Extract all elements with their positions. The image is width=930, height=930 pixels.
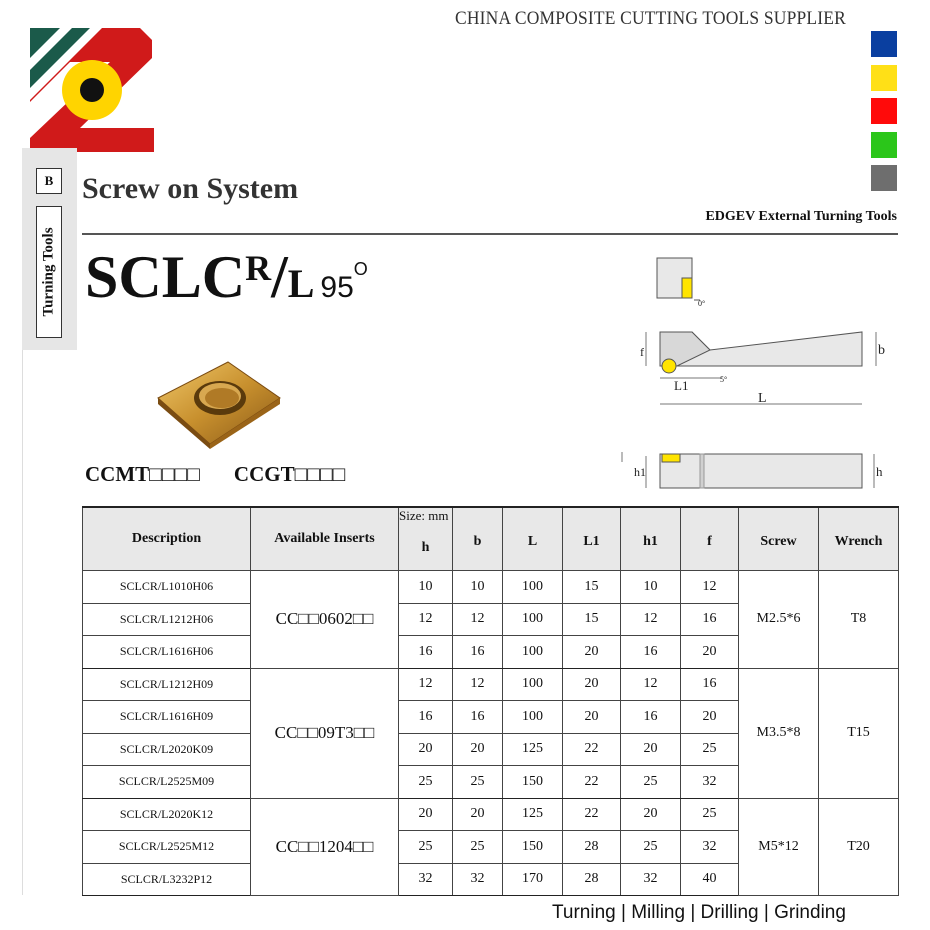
model-r: R (245, 248, 272, 288)
cell-h: 20 (399, 733, 453, 766)
cell-screw: M2.5*6 (739, 571, 819, 669)
col-description: Description (83, 507, 251, 571)
cell-b: 16 (453, 636, 503, 669)
model-slash: / (271, 244, 288, 310)
col-f: f (681, 507, 739, 571)
cell-wrench: T8 (819, 571, 899, 669)
swatch-gray (871, 165, 897, 191)
cell-f: 25 (681, 733, 739, 766)
cell-f: 25 (681, 798, 739, 831)
cell-b: 25 (453, 831, 503, 864)
cell-f: 20 (681, 701, 739, 734)
tool-drawing (612, 252, 902, 492)
section-badge: B (36, 168, 62, 194)
cell-f: 12 (681, 571, 739, 604)
cell-l: 100 (503, 571, 563, 604)
col-h-label: h (421, 540, 430, 555)
drawing-insert-plan (662, 359, 676, 373)
footer-tagline: Turning | Milling | Drilling | Grinding (552, 902, 846, 923)
cell-l: 150 (503, 766, 563, 799)
cell-l1: 22 (563, 733, 621, 766)
cell-h: 12 (399, 668, 453, 701)
cell-b: 25 (453, 766, 503, 799)
drawing-insert-mark (682, 278, 692, 298)
insert-types (85, 462, 345, 487)
model-degree: O (353, 259, 368, 279)
cell-h1: 16 (621, 636, 681, 669)
cell-b: 20 (453, 733, 503, 766)
supplier-heading: CHINA COMPOSITE CUTTING TOOLS SUPPLIER (455, 8, 846, 29)
cell-available-inserts: CC□□0602□□ (251, 571, 399, 669)
cell-l: 170 (503, 863, 563, 896)
cell-h: 20 (399, 798, 453, 831)
swatch-green (871, 132, 897, 158)
cell-b: 12 (453, 603, 503, 636)
dim-b: b (878, 343, 885, 358)
drawing-side-view (660, 454, 862, 488)
dim-f: f (640, 345, 644, 359)
cell-l1: 20 (563, 668, 621, 701)
cell-description: SCLCR/L2020K12 (83, 798, 251, 831)
model-title (85, 243, 368, 312)
cell-available-inserts: CC□□09T3□□ (251, 668, 399, 798)
cell-description: SCLCR/L2525M09 (83, 766, 251, 799)
sidebar-divider (22, 350, 23, 895)
sidebar-tab-turning-tools[interactable] (36, 206, 62, 338)
cell-f: 20 (681, 636, 739, 669)
cell-h: 16 (399, 701, 453, 734)
dim-l: L (758, 391, 767, 406)
table-header-row (83, 507, 899, 571)
cell-screw: M5*12 (739, 798, 819, 896)
cell-f: 16 (681, 668, 739, 701)
cell-h1: 12 (621, 668, 681, 701)
cell-h1: 32 (621, 863, 681, 896)
cell-b: 20 (453, 798, 503, 831)
swatch-blue (871, 31, 897, 57)
model-angle: 95 (320, 271, 354, 304)
cell-description: SCLCR/L1212H09 (83, 668, 251, 701)
cell-f: 32 (681, 831, 739, 864)
swatch-red (871, 98, 897, 124)
cell-h: 25 (399, 831, 453, 864)
cell-description: SCLCR/L2020K09 (83, 733, 251, 766)
cell-h: 12 (399, 603, 453, 636)
cell-description: SCLCR/L1616H09 (83, 701, 251, 734)
insert-image (150, 358, 286, 450)
cell-description: SCLCR/L1212H06 (83, 603, 251, 636)
col-wrench: Wrench (819, 507, 899, 571)
cell-wrench: T20 (819, 798, 899, 896)
section-subtitle: EDGEV External Turning Tools (705, 209, 897, 224)
cell-l1: 20 (563, 701, 621, 734)
cell-b: 16 (453, 701, 503, 734)
cell-l: 100 (503, 603, 563, 636)
swatch-yellow (871, 65, 897, 91)
cell-f: 40 (681, 863, 739, 896)
cell-b: 10 (453, 571, 503, 604)
cell-h1: 20 (621, 733, 681, 766)
cell-l: 100 (503, 701, 563, 734)
dim-h1: h1 (634, 465, 646, 479)
cell-wrench: T15 (819, 668, 899, 798)
cell-h1: 25 (621, 766, 681, 799)
col-b: b (453, 507, 503, 571)
cell-l: 150 (503, 831, 563, 864)
cell-h: 10 (399, 571, 453, 604)
cell-l: 100 (503, 668, 563, 701)
cell-h1: 20 (621, 798, 681, 831)
cell-h: 16 (399, 636, 453, 669)
cell-description: SCLCR/L1616H06 (83, 636, 251, 669)
cell-description: SCLCR/L2525M12 (83, 831, 251, 864)
cell-h1: 16 (621, 701, 681, 734)
cell-l: 125 (503, 733, 563, 766)
cell-l1: 28 (563, 863, 621, 896)
col-inserts: Available Inserts (251, 507, 399, 571)
cell-description: SCLCR/L1010H06 (83, 571, 251, 604)
header-rule (82, 233, 898, 235)
table-row (83, 571, 899, 604)
model-base: SCLC (85, 244, 246, 310)
cell-l1: 20 (563, 636, 621, 669)
insert-type-ccgt: CCGT□□□□ (233, 462, 346, 486)
angle-top-label: 0° (698, 299, 706, 308)
cell-l1: 15 (563, 571, 621, 604)
cell-h1: 25 (621, 831, 681, 864)
cell-l1: 15 (563, 603, 621, 636)
table-row (83, 798, 899, 831)
cell-l: 100 (503, 636, 563, 669)
cell-h1: 10 (621, 571, 681, 604)
cell-b: 32 (453, 863, 503, 896)
col-screw: Screw (739, 507, 819, 571)
cell-l: 125 (503, 798, 563, 831)
size-unit-label: Size: mm (399, 508, 449, 523)
cell-h: 25 (399, 766, 453, 799)
angle-side-label: 5° (720, 375, 728, 384)
specs-table (82, 506, 899, 896)
cell-f: 16 (681, 603, 739, 636)
cell-h1: 12 (621, 603, 681, 636)
cell-l1: 22 (563, 766, 621, 799)
model-l: L (287, 261, 315, 306)
company-logo (30, 28, 156, 152)
col-l: L (503, 507, 563, 571)
cell-f: 32 (681, 766, 739, 799)
col-h1: h1 (621, 507, 681, 571)
col-l1: L1 (563, 507, 621, 571)
drawing-insert-side (662, 454, 680, 462)
insert-type-ccmt: CCMT□□□□ (85, 462, 200, 486)
cell-available-inserts: CC□□1204□□ (251, 798, 399, 896)
table-row (83, 668, 899, 701)
sidebar-tab-label: Turning Tools (40, 227, 57, 317)
cell-h: 32 (399, 863, 453, 896)
cell-l1: 28 (563, 831, 621, 864)
dim-h: h (876, 464, 883, 479)
dim-l1: L1 (674, 378, 689, 393)
cell-l1: 22 (563, 798, 621, 831)
cell-screw: M3.5*8 (739, 668, 819, 798)
col-h (399, 507, 453, 571)
cell-b: 12 (453, 668, 503, 701)
section-title: Screw on System (82, 172, 299, 205)
cell-description: SCLCR/L3232P12 (83, 863, 251, 896)
